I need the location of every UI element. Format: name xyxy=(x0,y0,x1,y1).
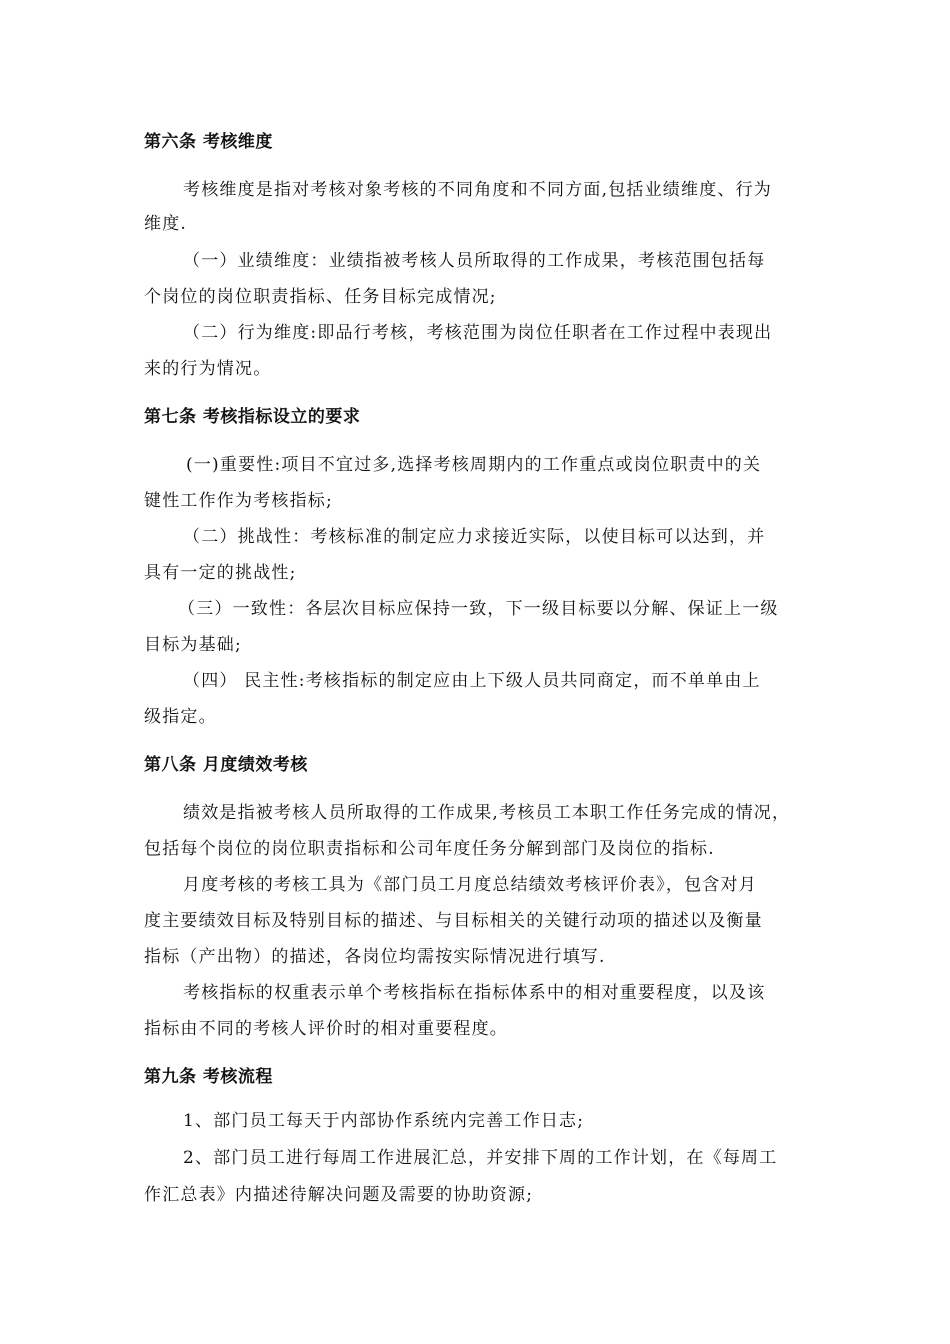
article-9-line-2: 2、部门员工进行每周工作进展汇总，并安排下周的工作计划，在《每周工 xyxy=(183,1148,778,1168)
article-8-line-4: 度主要绩效目标及特别目标的描述、与目标相关的关键行动项的描述以及衡量 xyxy=(144,911,763,931)
article-8-line-3: 月度考核的考核工具为《部门员工月度总结绩效考核评价表》，包含对月 xyxy=(183,875,757,895)
article-8-heading: 第八条 月度绩效考核 xyxy=(144,755,308,775)
article-9-line-1: 1、部门员工每天于内部协作系统内完善工作日志; xyxy=(183,1111,585,1131)
article-8-line-6: 考核指标的权重表示单个考核指标在指标体系中的相对重要程度，以及该 xyxy=(183,983,766,1003)
article-9-heading: 第九条 考核流程 xyxy=(144,1067,273,1087)
article-6-line-2: 维度. xyxy=(144,214,188,234)
article-7-line-5: （三）一致性：各层次目标应保持一致，下一级目标要以分解、保证上一级 xyxy=(178,599,779,619)
article-7-line-8: 级指定。 xyxy=(144,707,217,727)
article-6-line-3: （一）业绩维度：业绩指被考核人员所取得的工作成果，考核范围包括每 xyxy=(183,251,766,271)
article-7-line-7: （四） 民主性:考核指标的制定应由上下级人员共同商定，而不单单由上 xyxy=(183,671,761,691)
article-6-line-5: （二）行为维度:即品行考核，考核范围为岗位任职者在工作过程中表现出 xyxy=(183,323,773,343)
article-8-line-5: 指标（产出物）的描述，各岗位均需按实际情况进行填写. xyxy=(144,947,606,967)
article-8-line-7: 指标由不同的考核人评价时的相对重要程度。 xyxy=(144,1019,508,1039)
article-6-heading: 第六条 考核维度 xyxy=(144,132,273,152)
article-7-line-3: （二）挑战性：考核标准的制定应力求接近实际，以使目标可以达到，并 xyxy=(183,527,766,547)
article-7-heading: 第七条 考核指标设立的要求 xyxy=(144,407,361,427)
article-6-line-4: 个岗位的岗位职责指标、任务目标完成情况; xyxy=(144,287,497,307)
article-6-line-6: 来的行为情况。 xyxy=(144,359,272,379)
article-8-line-1: 绩效是指被考核人员所取得的工作成果,考核员工本职工作任务完成的情况， xyxy=(183,803,791,823)
article-7-line-1: (一)重要性:项目不宜过多,选择考核周期内的工作重点或岗位职责中的关 xyxy=(186,455,762,475)
article-8-line-2: 包括每个岗位的岗位职责指标和公司年度任务分解到部门及岗位的指标. xyxy=(144,839,715,859)
article-7-line-2: 键性工作作为考核指标; xyxy=(144,491,333,511)
article-7-line-6: 目标为基础; xyxy=(144,635,242,655)
article-6-line-1: 考核维度是指对考核对象考核的不同角度和不同方面,包括业绩维度、行为 xyxy=(183,180,773,200)
article-7-line-4: 具有一定的挑战性; xyxy=(144,563,297,583)
article-9-line-3: 作汇总表》内描述待解决问题及需要的协助资源; xyxy=(144,1185,534,1205)
